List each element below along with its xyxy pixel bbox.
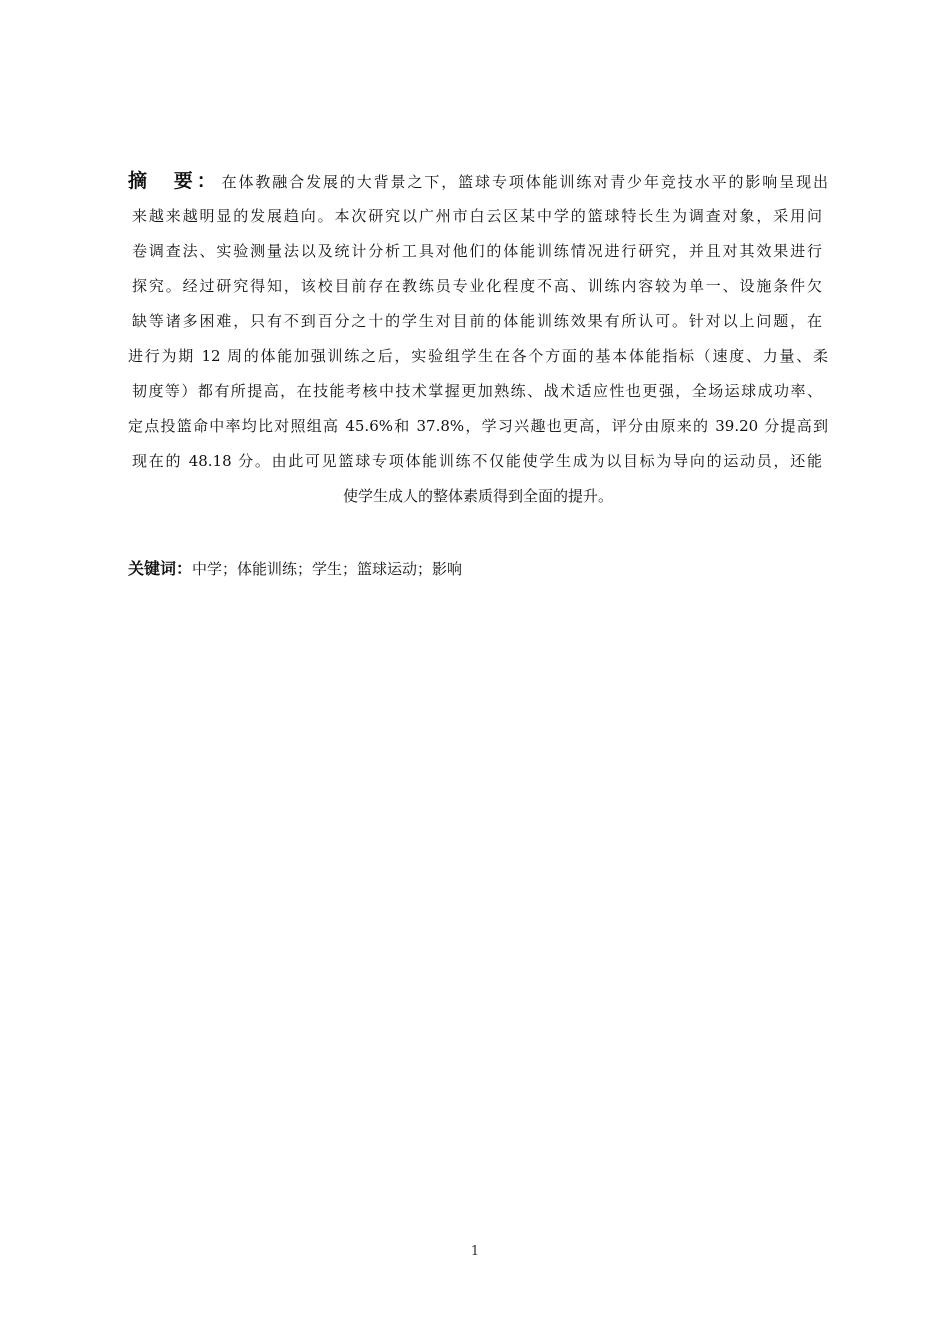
- abstract-line: 进行为期 12 周的体能加强训练之后，实验组学生在各个方面的基本体能指标（速度、力量、柔: [128, 347, 828, 365]
- abstract-line: 韧度等）都有所提高，在技能考核中技术掌握更加熟练、战术适应性也更强，全场运球成功率、: [132, 382, 822, 400]
- abstract-line: 现在的 48.18 分。由此可见篮球专项体能训练不仅能使学生成为以目标为导向的运动员，还能: [132, 452, 822, 470]
- abstract-section: [128, 164, 828, 514]
- abstract-line: [128, 164, 828, 199]
- abstract-line: 探究。经过研究得知，该校目前存在教练员专业化程度不高、训练内容较为单一、设施条件欠: [132, 277, 822, 295]
- abstract-line: 来越来越明显的发展趋向。本次研究以广州市白云区某中学的篮球特长生为调查对象，采用问: [132, 207, 822, 225]
- keywords-label: 关键词：: [128, 559, 193, 578]
- abstract-line-text: 在体教融合发展的大背景之下，篮球专项体能训练对青少年竞技水平的影响呈现出: [221, 173, 828, 191]
- page-number: 1: [470, 1244, 480, 1259]
- abstract-line: 定点投篮命中率均比对照组高 45.6%和 37.8%，学习兴趣也更高，评分由原来的 39.20 分提高到: [128, 417, 828, 435]
- keywords-line: [128, 553, 462, 585]
- abstract-line: 卷调查法、实验测量法以及统计分析工具对他们的体能训练情况进行研究，并且对其效果进行: [132, 242, 822, 260]
- abstract-last-line: 使学生成人的整体素质得到全面的提升。: [342, 487, 613, 505]
- abstract-label: 摘 要：: [128, 170, 220, 192]
- keywords-text: 中学；体能训练；学生；篮球运动；影响: [192, 560, 463, 578]
- abstract-line: 缺等诸多困难，只有不到百分之十的学生对目前的体能训练效果有所认可。针对以上问题，在: [132, 312, 822, 330]
